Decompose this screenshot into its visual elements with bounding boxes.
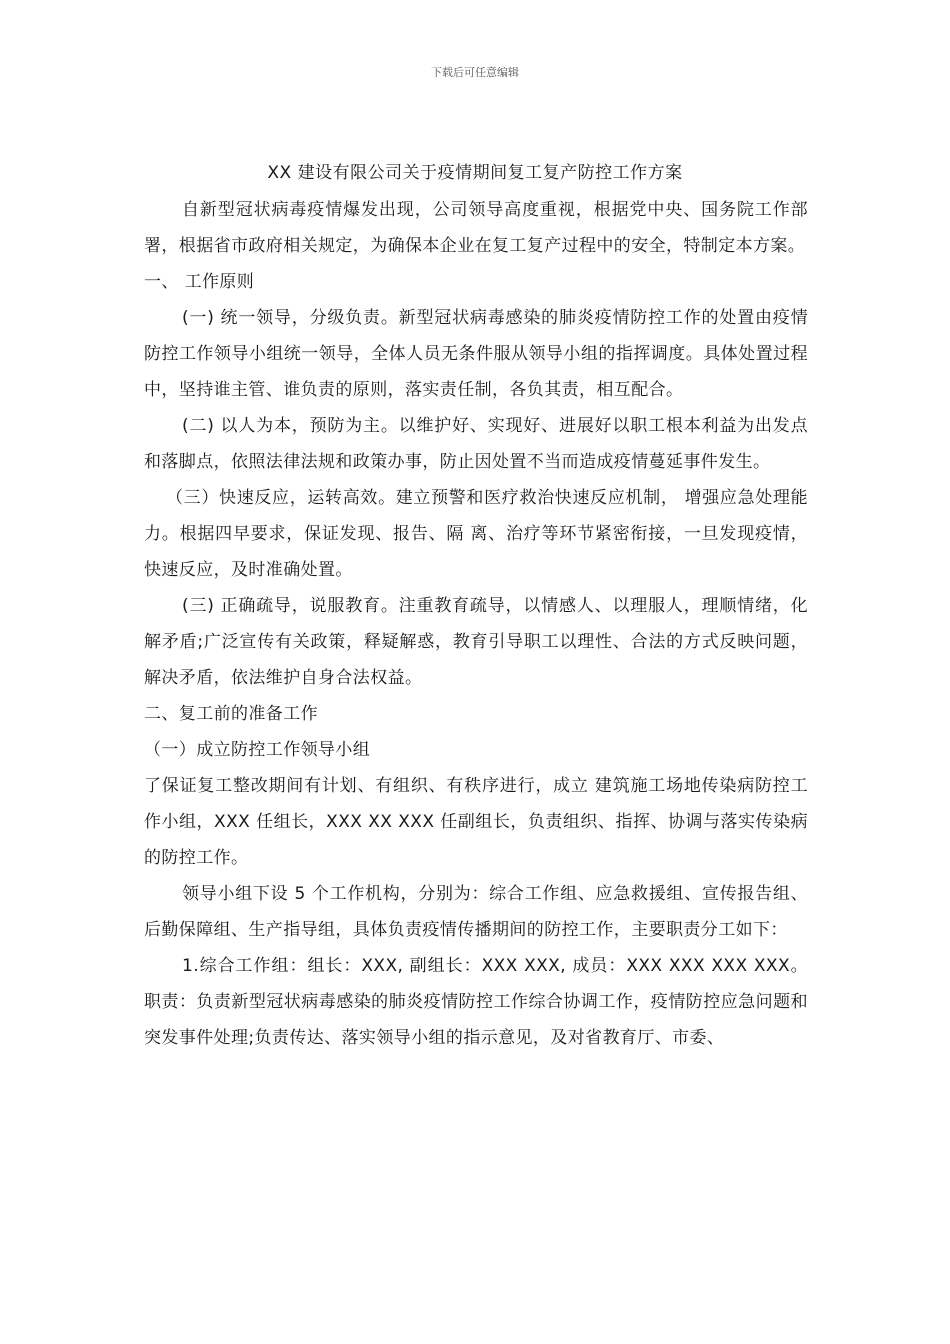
body-paragraph: 1.综合工作组：组长：XXX, 副组长：XXX XXX, 成员：XXX XXX XXX XXX。职责：负责新型冠状病毒感染的肺炎疫情防控工作综合协调工作，疫情防控应急问题和突发事件处理;负责传达、落实领导小组的指示意见，及对省教育厅、市委、 xyxy=(144,956,808,1048)
principle-paragraph: （三）快速反应，运转高效。建立预警和医疗救治快速反应机制， 增强应急处理能力。根据四早要求，保证发现、报告、隔 离、治疗等环节紧密衔接，一旦发现疫情，快速反应，及时准确处置。 xyxy=(144,488,808,580)
section-heading-preparation: 二、复工前的准备工作 xyxy=(144,704,318,724)
header-note: 下载后可任意编辑 xyxy=(431,66,519,79)
body-paragraph: 领导小组下设 5 个工作机构，分别为：综合工作组、应急救援组、宣传报告组、后勤保障组、生产指导组，具体负责疫情传播期间的防控工作，主要职责分工如下： xyxy=(144,884,808,940)
document-body xyxy=(144,192,808,1056)
principle-paragraph: (二) 以人为本，预防为主。以维护好、实现好、进展好以职工根本利益为出发点和落脚点，依照法律法规和政策办事，防止因处置不当而造成疫情蔓延事件发生。 xyxy=(144,416,808,472)
section-heading-principles: 一、 工作原则 xyxy=(144,272,255,292)
principle-paragraph: (一) 统一领导，分级负责。新型冠状病毒感染的肺炎疫情防控工作的处置由疫情防控工作领导小组统一领导，全体人员无条件服从领导小组的指挥调度。具体处置过程中，坚持谁主管、谁负责的原则，落实责任制，各负其责，相互配合。 xyxy=(144,308,808,400)
document-title: XX 建设有限公司关于疫情期间复工复产防控工作方案 xyxy=(267,163,683,183)
body-paragraph: 了保证复工整改期间有计划、有组织、有秩序进行，成立 建筑施工场地传染病防控工作小组，XXX 任组长，XXX XX XXX 任副组长，负责组织、指挥、协调与落实传染病的防控工作。 xyxy=(144,776,808,868)
subsection-heading: （一）成立防控工作领导小组 xyxy=(144,740,371,760)
intro-paragraph: 自新型冠状病毒疫情爆发出现，公司领导高度重视，根据党中央、国务院工作部署，根据省市政府相关规定，为确保本企业在复工复产过程中的安全，特制定本方案。 xyxy=(144,200,808,256)
principle-paragraph: (三) 正确疏导，说服教育。注重教育疏导，以情感人、以理服人，理顺情绪，化解矛盾;广泛宣传有关政策，释疑解惑，教育引导职工以理性、合法的方式反映问题，解决矛盾，依法维护自身合法权益。 xyxy=(144,596,808,688)
